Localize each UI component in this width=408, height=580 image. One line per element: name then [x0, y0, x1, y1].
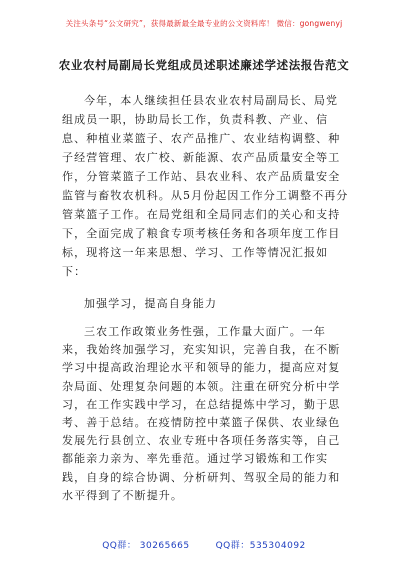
document-title: 农业农村局副局长党组成员述职述廉述学述法报告范文 [58, 58, 350, 72]
header-banner: 关注头条号“公文研究”，获得最新最全最专业的公文资料库！ 微信：gongwenyj [65, 19, 343, 28]
footer-qq-group-2: QQ群：535304092 [215, 541, 306, 551]
section-heading [62, 294, 350, 313]
study-paragraph-text: 三农工作政策业务性强，工作量大面广。一年来，我始终加强学习，充实知识，完善自我，在不断学习中提高政治理论水平和领导的能力，提高应对复杂局面、处理复杂问题的本领。注重在研究分析中学习，在工作实践中学习，在总结提炼中学习，勤于思考、善于总结。在疫情防控中菜篮子保供、农业绿色发展先行县创立、农业专班中各项任务落实等，自己都能亲力亲为、率先垂范。通过学习锻炼和工作实践，自身的综合协调、分析研判、驾驭全局的能力和水平得到了不断提升。 [62, 325, 341, 502]
intro-paragraph-text: 今年，本人继续担任县农业农村局副局长、局党组成员一职，协助局长工作，负责科教、产业、信息、种植业菜篮子、农产品推广、农业结构调整、种子经营管理、农广校、新能源、农产品质量安全等工作，分管菜篮子工作站、县农业科、农产品质量安全监管与畜牧农机科。从5月份起因工作分工调整不再分管菜篮子工作。在局党组和全局同志们的关心和支持下，全面完成了粮食专项考核任务和各项年度工作目标，现将这一年来思想、学习、工作等情况汇报如下： [62, 94, 349, 278]
intro-paragraph [62, 91, 350, 281]
footer-qq-group-1: QQ群： 30265665 [102, 541, 190, 551]
section-heading-text: 加强学习，提高自身能力 [84, 297, 218, 310]
footer [0, 538, 408, 551]
study-paragraph [62, 323, 350, 505]
